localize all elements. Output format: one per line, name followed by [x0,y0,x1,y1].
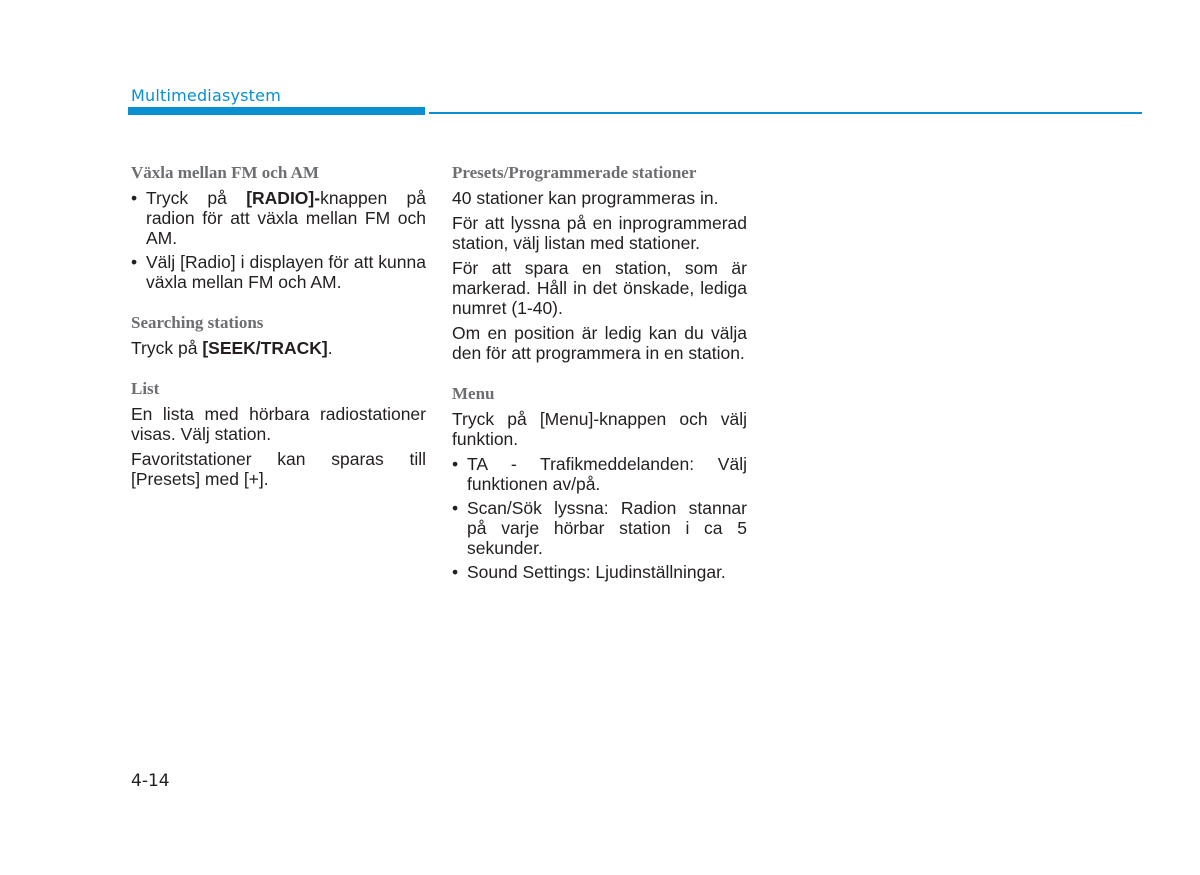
paragraph: 40 stationer kan programmeras in. [452,188,719,208]
left-column [131,162,426,494]
heading-list: List [131,379,160,398]
text: Tryck på [131,338,203,358]
list-item [452,454,747,494]
paragraph: Favoritstationer kan sparas till [Presets] med [+]. [131,449,426,489]
text: Välj [Radio] i displayen för att kunna växla mellan FM och AM. [146,252,426,292]
paragraph: För att spara en station, som är markerad. Håll in det önskade, lediga numret (1-40). [452,258,747,318]
bullet-icon: • [452,454,459,474]
text: TA - Trafikmeddelanden: Välj funktionen av/på. [467,454,747,494]
paragraph: För att lyssna på en inprogrammerad station, välj listan med stationer. [452,213,747,253]
section-title: Multimediasystem [131,86,281,105]
heading-searching: Searching stations [131,313,264,332]
heading-presets: Presets/Programmerade stationer [452,163,697,182]
list-item [131,252,426,292]
header-rule-thin [429,112,1142,114]
right-column [452,162,747,586]
page-number: 4-14 [131,771,170,791]
paragraph: Tryck på [Menu]-knappen och välj funktion. [452,409,747,449]
text: Scan/Sök lyssna: Radion stannar på varje hörbar station i ca 5 sekunder. [467,498,747,558]
list-item [452,562,747,582]
list-item [452,498,747,558]
heading-menu: Menu [452,384,495,403]
text: . [327,338,333,358]
bullet-icon: • [131,188,138,208]
text: Tryck på [146,188,247,208]
paragraph: En lista med hörbara radiostationer visas. Välj station. [131,404,426,444]
paragraph [131,338,426,358]
header-rule-thick [128,107,425,115]
bullet-icon: • [131,252,138,272]
bullet-icon: • [452,498,459,518]
list-item [131,188,426,248]
seek-key-label: [SEEK/TRACK] [202,338,328,358]
heading-fm-am: Växla mellan FM och AM [131,163,319,182]
text: knappen på radion för att växla mellan FM och AM. [146,188,426,248]
bullet-icon: • [452,562,459,582]
radio-key-label: [RADIO]- [246,188,321,208]
paragraph: Om en position är ledig kan du välja den för att programmera in en station. [452,323,747,363]
text: Sound Settings: Ljudinställningar. [467,562,726,582]
